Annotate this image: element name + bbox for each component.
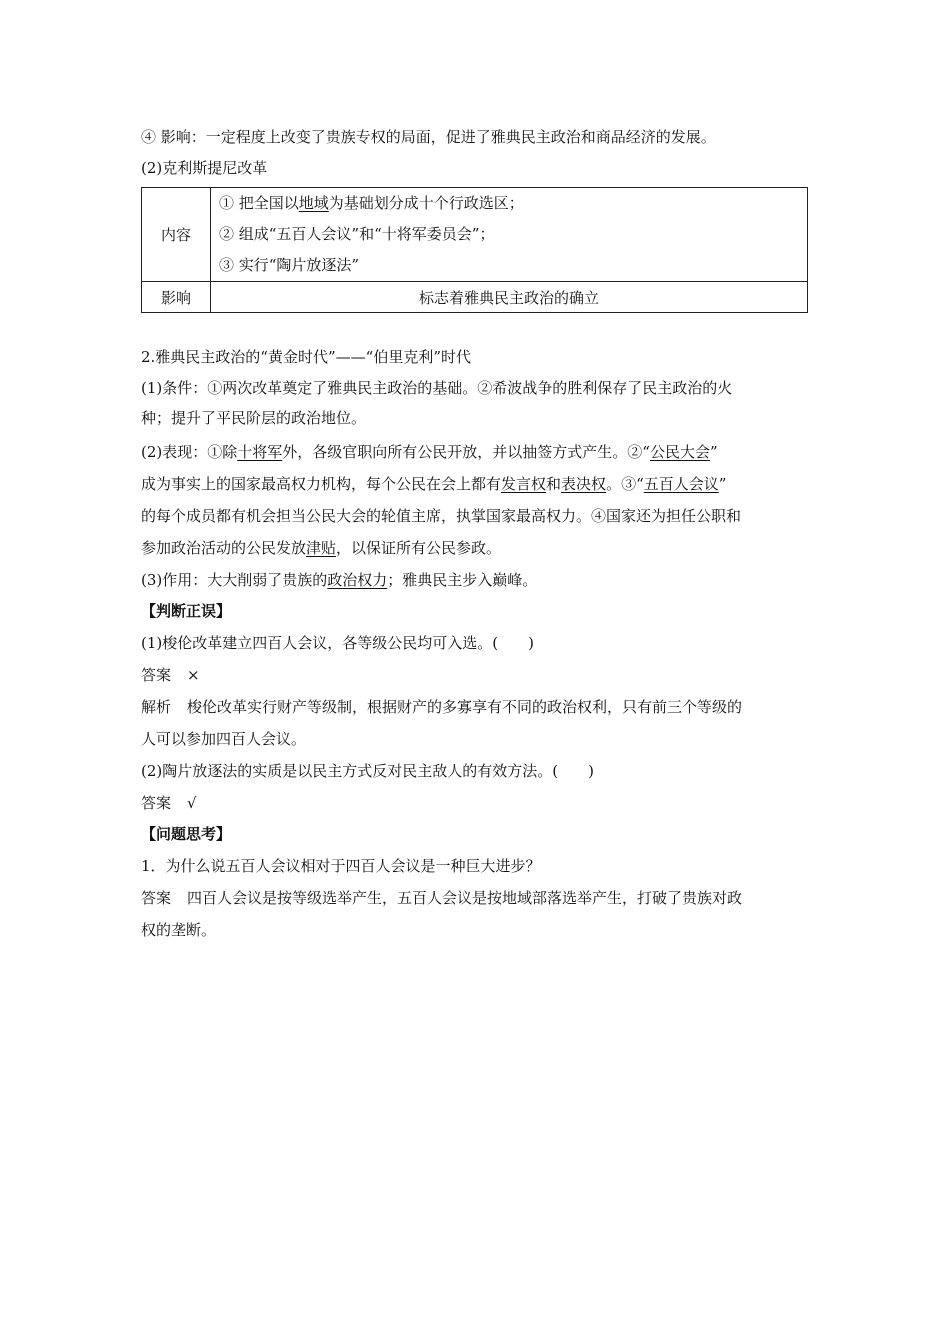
impact-label: 影响 bbox=[142, 282, 211, 313]
answer-label: 答案 bbox=[141, 794, 172, 812]
content-item-3: ③ 实行“陶片放逐法” bbox=[219, 256, 360, 274]
cleisthenes-table bbox=[141, 187, 808, 313]
think-question-1: 1．为什么说五百人会议相对于四百人会议是一种巨大进步？ bbox=[141, 857, 541, 875]
content-item-2: ② 组成“五百人会议”和“十将军委员会”； bbox=[219, 225, 495, 243]
perf-underlined: 津贴 bbox=[306, 539, 337, 557]
effect-underlined: 政治权力 bbox=[327, 571, 388, 589]
content-item-1 bbox=[219, 188, 799, 219]
perf-text: (2)表现：①除 bbox=[141, 443, 238, 461]
item1-text-a: ① 把全国以 bbox=[219, 194, 299, 212]
content-cell bbox=[211, 188, 808, 282]
explanation-label: 解析 bbox=[141, 698, 172, 716]
judge-question-1: (1)梭伦改革建立四百人会议，各等级公民均可入选。( ) bbox=[141, 634, 534, 652]
perf-text: ” bbox=[709, 443, 718, 461]
answer-value: × bbox=[187, 666, 200, 684]
item1-text-b: 为基础划分成十个行政选区； bbox=[328, 194, 524, 212]
think-answer-2: 权的垄断。 bbox=[141, 921, 217, 939]
perf-underlined: 十将军 bbox=[237, 443, 283, 461]
judge-question-2: (2)陶片放逐法的实质是以民主方式反对民主敌人的有效方法。( ) bbox=[141, 762, 594, 780]
answer-text: 四百人会议是按等级选举产生，五百人会议是按地域部落选举产生，打破了贵族对政 bbox=[187, 889, 743, 907]
perf-text: 外，各级官职向所有公民开放，并以抽签方式产生。②“ bbox=[282, 443, 650, 461]
effect-text: (3)作用：大大削弱了贵族的 bbox=[141, 571, 328, 589]
perf-text: 和 bbox=[546, 475, 562, 493]
answer-label: 答案 bbox=[141, 889, 172, 907]
answer-value: √ bbox=[187, 794, 197, 812]
performance-line-1 bbox=[141, 441, 718, 463]
perf-text: 成为事实上的国家最高权力机构，每个公民在会上都有 bbox=[141, 475, 502, 493]
judge-explanation-2: 人可以参加四百人会议。 bbox=[141, 730, 307, 748]
performance-line-4 bbox=[141, 537, 501, 559]
perf-underlined: 发言权 bbox=[501, 475, 547, 493]
perf-text: ，以保证所有公民参政。 bbox=[336, 539, 502, 557]
judge-answer-1 bbox=[141, 664, 200, 686]
explanation-text: 梭伦改革实行财产等级制，根据财产的多寡享有不同的政治权利，只有前三个等级的 bbox=[187, 698, 743, 716]
condition-line-1: (1)条件：①两次改革奠定了雅典民主政治的基础。②希波战争的胜利保存了民主政治的火 bbox=[141, 379, 733, 397]
impact-value: 标志着雅典民主政治的确立 bbox=[211, 282, 808, 313]
performance-line-2 bbox=[141, 473, 726, 495]
table-row-content bbox=[142, 188, 808, 282]
condition-line-2: 种；提升了平民阶层的政治地位。 bbox=[141, 409, 367, 427]
content-label: 内容 bbox=[142, 188, 211, 282]
table-row-impact bbox=[142, 282, 808, 313]
think-heading: 【问题思考】 bbox=[141, 825, 232, 843]
judge-heading: 【判断正误】 bbox=[141, 602, 232, 620]
perf-underlined: 五百人会议 bbox=[643, 475, 719, 493]
impact-line: ④ 影响：一定程度上改变了贵族专权的局面，促进了雅典民主政治和商品经济的发展。 bbox=[141, 128, 716, 146]
perf-text: ” bbox=[718, 475, 727, 493]
judge-answer-2 bbox=[141, 792, 197, 814]
performance-line-3: 的每个成员都有机会担当公民大会的轮值主席，执掌国家最高权力。④国家还为担任公职和 bbox=[141, 507, 742, 525]
cleisthenes-heading: (2)克利斯提尼改革 bbox=[141, 159, 268, 177]
perf-underlined: 公民大会 bbox=[649, 443, 710, 461]
perf-text: 参加政治活动的公民发放 bbox=[141, 539, 307, 557]
think-answer-1 bbox=[141, 887, 742, 909]
item1-underlined: 地域 bbox=[298, 194, 329, 212]
pericles-title: 2.雅典民主政治的“黄金时代”——“伯里克利”时代 bbox=[141, 348, 471, 366]
perf-underlined: 表决权 bbox=[561, 475, 607, 493]
answer-label: 答案 bbox=[141, 666, 172, 684]
perf-text: 。③“ bbox=[606, 475, 644, 493]
judge-explanation-1 bbox=[141, 696, 742, 718]
effect-text: ；雅典民主步入巅峰。 bbox=[387, 571, 538, 589]
effect-line bbox=[141, 569, 537, 591]
